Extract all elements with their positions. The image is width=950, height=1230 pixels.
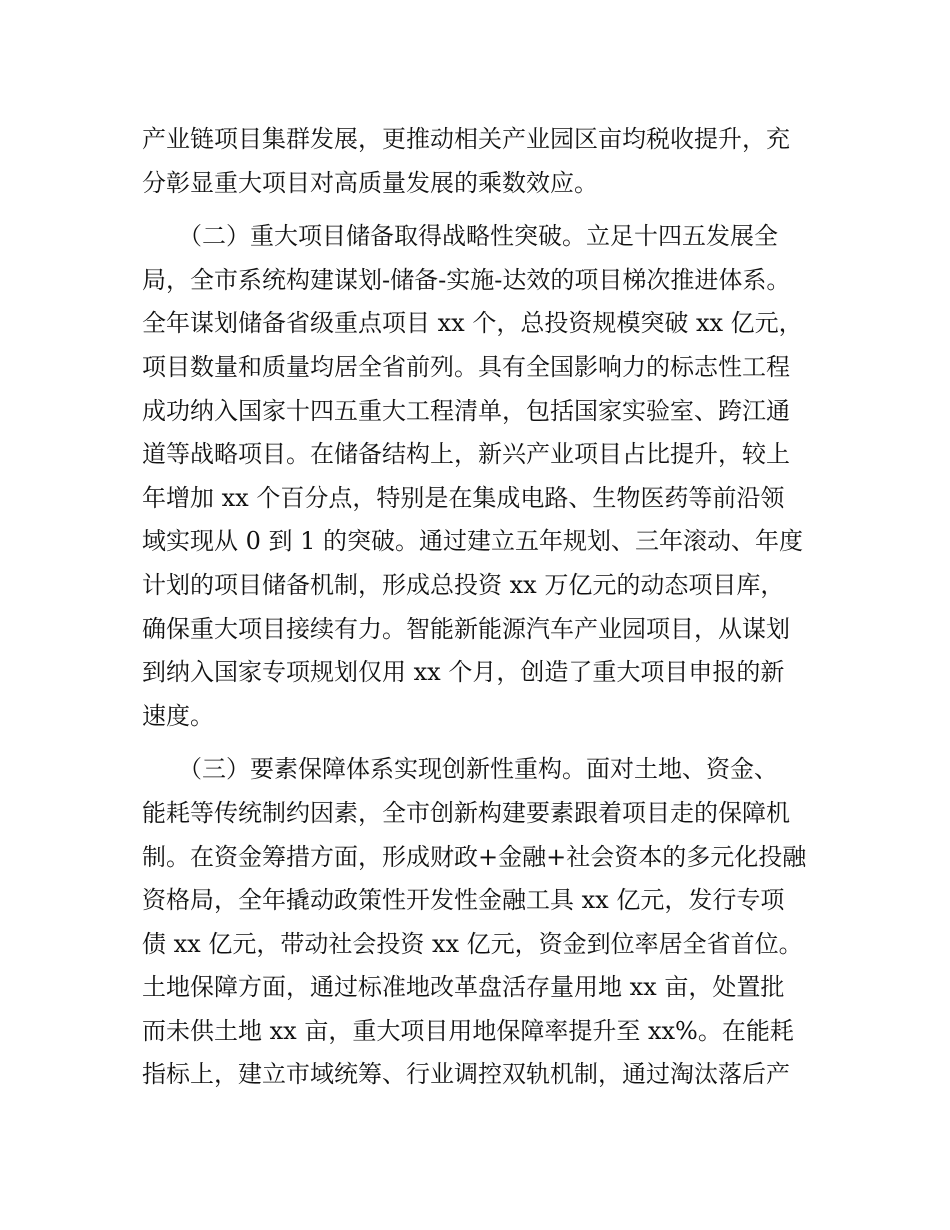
text-line: 资格局，全年撬动政策性开发性金融工具 xx 亿元，发行专项 (142, 886, 785, 915)
text-line: 局，全市系统构建谋划-储备-实施-达效的项目梯次推进体系。 (142, 265, 791, 294)
text-line: 制。在资金筹措方面，形成财政+金融+社会资本的多元化投融 (142, 842, 807, 871)
text-line: 年增加 xx 个百分点，特别是在集成电路、生物医药等前沿领 (142, 483, 785, 512)
text-line: 到纳入国家专项规划仅用 xx 个月，创造了重大项目申报的新 (142, 658, 785, 687)
text-line: 域实现从 0 到 1 的突破。通过建立五年规划、三年滚动、年度 (142, 527, 804, 556)
text-line: 能耗等传统制约因素，全市创新构建要素跟着项目走的保障机 (142, 798, 790, 827)
text-line: 道等战略项目。在储备结构上，新兴产业项目占比提升，较上 (142, 440, 790, 469)
text-line: 确保重大项目接续有力。智能新能源汽车产业园项目，从谋划 (142, 614, 790, 643)
paragraph-continuation (142, 118, 832, 205)
text-line: 分彰显重大项目对高质量发展的乘数效应。 (142, 168, 598, 197)
section-heading-line: （二）重大项目储备取得战略性突破。立足十四五发展全 (142, 222, 778, 251)
text-line: 全年谋划储备省级重点项目 xx 个，总投资规模突破 xx 亿元， (142, 309, 803, 338)
text-line: 指标上，建立市域统筹、行业调控双轨机制，通过淘汰落后产 (142, 1060, 790, 1089)
paragraph-section-3 (142, 748, 832, 1097)
text-line: 速度。 (142, 701, 214, 730)
text-line: 债 xx 亿元，带动社会投资 xx 亿元，资金到位率居全省首位。 (142, 929, 803, 958)
text-line: 成功纳入国家十四五重大工程清单，包括国家实验室、跨江通 (142, 396, 790, 425)
paragraph-spacer (142, 205, 832, 215)
text-line: 土地保障方面，通过标准地改革盘活存量用地 xx 亩，处置批 (142, 973, 785, 1002)
text-line: 计划的项目储备机制，形成总投资 xx 万亿元的动态项目库， (142, 570, 785, 599)
paragraph-spacer (142, 738, 832, 748)
paragraph-section-2 (142, 215, 832, 738)
document-body (142, 118, 832, 1097)
text-line: 产业链项目集群发展，更推动相关产业园区亩均税收提升，充 (142, 125, 790, 153)
section-heading-line: （三）要素保障体系实现创新性重构。面对土地、资金、 (142, 755, 778, 784)
text-line: 项目数量和质量均居全省前列。具有全国影响力的标志性工程 (142, 352, 790, 381)
text-line: 而未供土地 xx 亩，重大项目用地保障率提升至 xx%。在能耗 (142, 1016, 794, 1045)
